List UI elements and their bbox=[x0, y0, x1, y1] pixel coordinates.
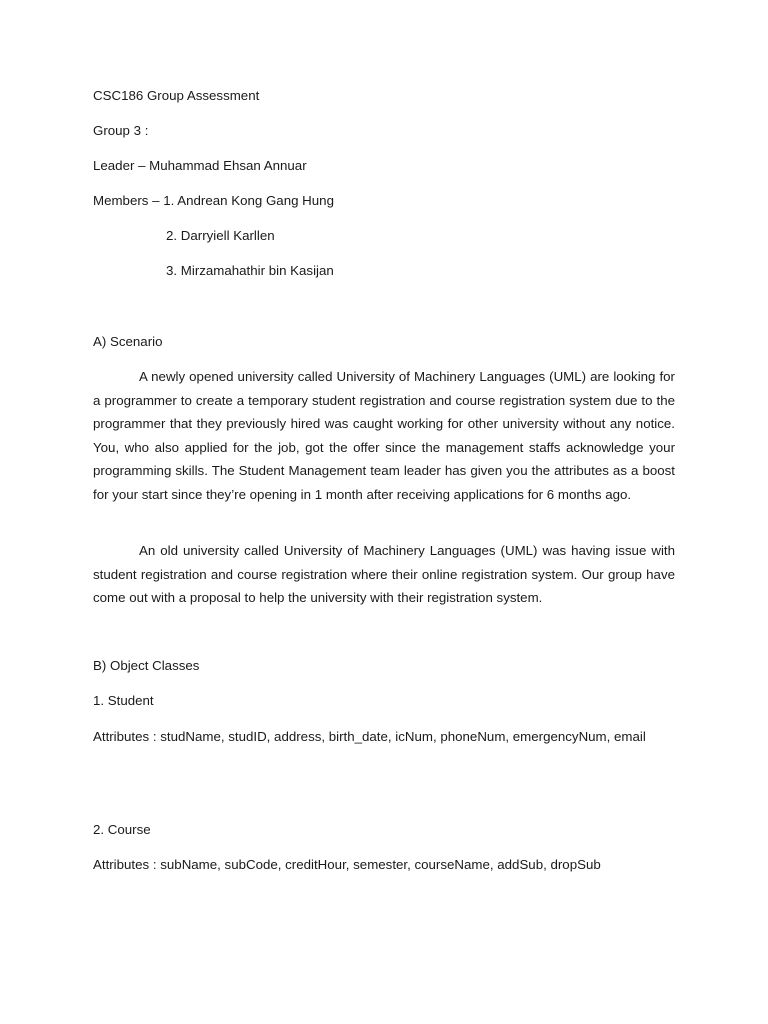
group-leader: Leader – Muhammad Ehsan Annuar bbox=[93, 158, 307, 173]
class-attributes-student: Attributes : studName, studID, address, birth_date, icNum, phoneNum, emergencyNum, email bbox=[93, 729, 646, 744]
class-name-student: 1. Student bbox=[93, 693, 154, 708]
member-2: 2. Darryiell Karllen bbox=[166, 228, 275, 243]
class-name-course: 2. Course bbox=[93, 822, 151, 837]
class-attributes-course: Attributes : subName, subCode, creditHour, semester, courseName, addSub, dropSub bbox=[93, 857, 601, 872]
scenario-paragraph-2: An old university called University of Machinery Languages (UML) was having issue with student registration and course registration where their online registration system. Our group have come out with a proposal to help the university with their registration system. bbox=[93, 543, 675, 605]
document-title: CSC186 Group Assessment bbox=[93, 88, 260, 103]
member-1: Members – 1. Andrean Kong Gang Hung bbox=[93, 193, 334, 208]
object-classes-heading: B) Object Classes bbox=[93, 658, 200, 673]
scenario-paragraph-1: A newly opened university called University of Machinery Languages (UML) are looking for a programmer to create a temporary student registration and course registration system due to the programmer that they previously hired was caught working for other university without any notice. You, who also applied for the job, got the offer since the management staffs acknowledge your programming skills. The Student Management team leader has given you the attributes as a boost for your start since they’re opening in 1 month after receiving applications for 6 months ago. bbox=[93, 369, 675, 502]
group-number: Group 3 : bbox=[93, 123, 149, 138]
member-3: 3. Mirzamahathir bin Kasijan bbox=[166, 263, 334, 278]
scenario-heading: A) Scenario bbox=[93, 334, 163, 349]
